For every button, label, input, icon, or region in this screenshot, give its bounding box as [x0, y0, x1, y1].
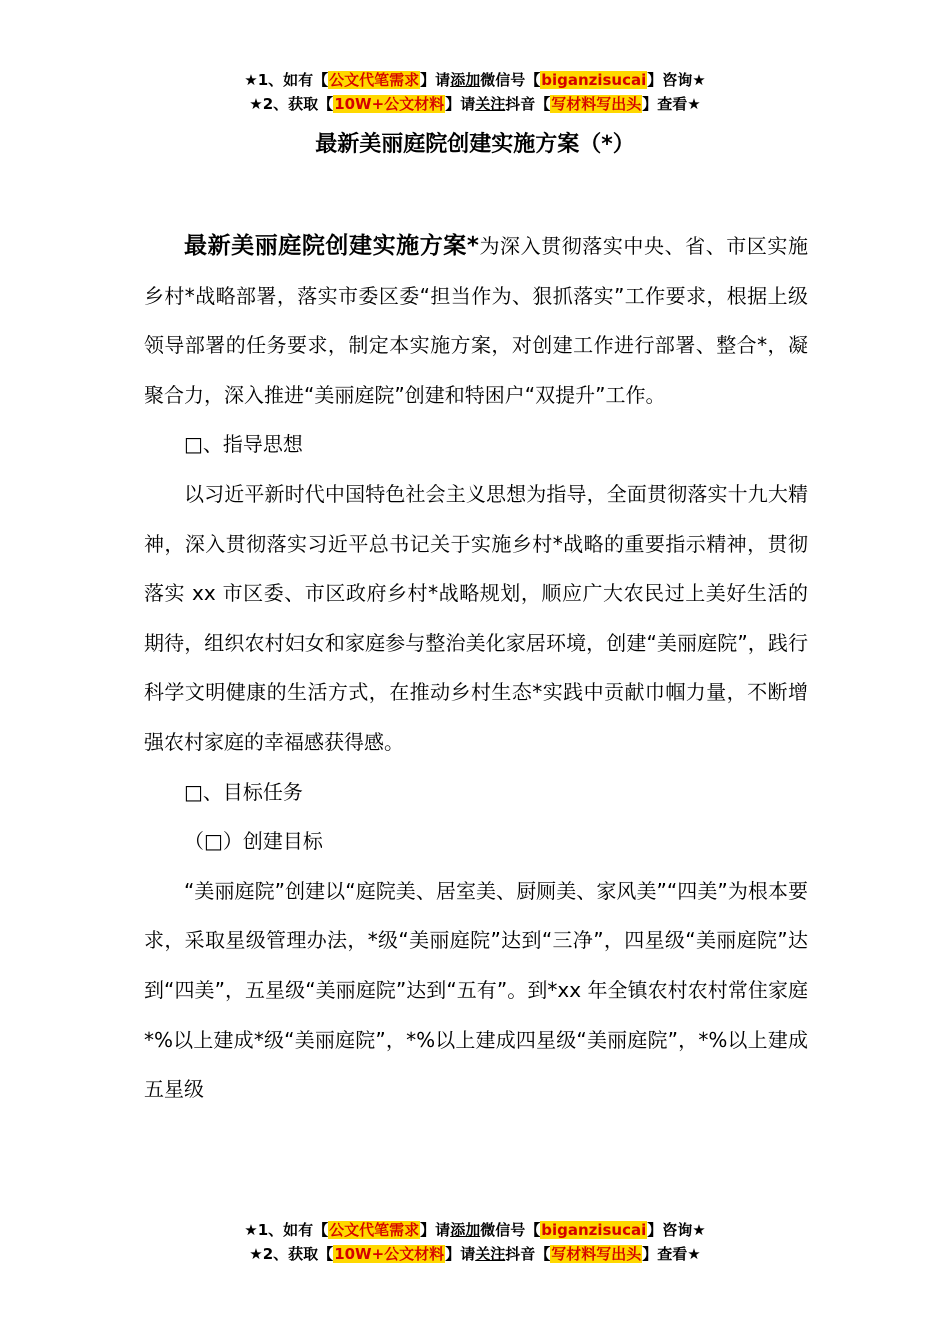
- intro-text: 为深入贯彻落实中央、省、市区实施乡村*战略部署，落实市委区委“担当作为、狠抓落实”工作要求，根据上级领导部署的任务要求，制定本实施方案，对创建工作进行部署、整合*，凝聚合力，深入推进“美丽庭院”创建和特困户“双提升”工作。: [144, 234, 808, 407]
- banner-highlight: 10W+公文材料: [334, 95, 445, 113]
- section-heading: □、目标任务: [184, 779, 303, 804]
- banner-underline: 关注: [475, 1245, 506, 1263]
- banner-highlight: 公文代笔需求: [329, 71, 420, 89]
- banner-text: ★2、获取【: [249, 95, 334, 113]
- banner-line-1: [0, 1218, 950, 1242]
- section-heading: □、指导思想: [184, 432, 303, 457]
- banner-highlight: 写材料写出头: [551, 95, 642, 113]
- banner-line-1: [0, 68, 950, 92]
- banner-line-2: [0, 92, 950, 116]
- banner-text: 】请: [445, 95, 476, 113]
- subsection-heading: （□）创建目标: [184, 829, 323, 854]
- banner-highlight: 公文代笔需求: [329, 1221, 420, 1239]
- banner-underline: 添加: [450, 71, 481, 89]
- banner-text: ★1、如有【: [244, 1221, 329, 1239]
- intro-lead: 最新美丽庭院创建实施方案*: [184, 233, 479, 259]
- bottom-banner: [0, 1218, 950, 1266]
- banner-text: 抖音【: [505, 95, 551, 113]
- body-paragraph: “美丽庭院”创建以“庭院美、居室美、厨厕美、家风美”“四美”为根本要求，采取星级管理办法，*级“美丽庭院”达到“三净”，四星级“美丽庭院”达到“四美”，五星级“美丽庭院”达到“五有”。到*xx 年全镇农村农村常住家庭*%以上建成*级“美丽庭院”，*%以上建成四星级“美丽庭院”，*%以上建成五星级: [144, 878, 808, 1102]
- top-banner: [0, 68, 950, 116]
- banner-text: ★2、获取【: [249, 1245, 334, 1263]
- document-body: [144, 222, 808, 1115]
- document-title: 最新美丽庭院创建实施方案（*）: [315, 132, 635, 157]
- banner-text: 】请: [420, 71, 451, 89]
- banner-text: 】咨询★: [647, 1221, 706, 1239]
- banner-highlight: biganzisucai: [541, 71, 647, 89]
- banner-text: 微信号【: [480, 1221, 541, 1239]
- banner-text: ★1、如有【: [244, 71, 329, 89]
- banner-text: 】查看★: [642, 95, 701, 113]
- banner-highlight: 写材料写出头: [551, 1245, 642, 1263]
- banner-text: 】请: [420, 1221, 451, 1239]
- banner-text: 微信号【: [480, 71, 541, 89]
- banner-highlight: 10W+公文材料: [334, 1245, 445, 1263]
- banner-highlight: biganzisucai: [541, 1221, 647, 1239]
- banner-line-2: [0, 1242, 950, 1266]
- banner-text: 抖音【: [505, 1245, 551, 1263]
- banner-text: 】查看★: [642, 1245, 701, 1263]
- banner-text: 】请: [445, 1245, 476, 1263]
- banner-text: 】咨询★: [647, 71, 706, 89]
- banner-underline: 添加: [450, 1221, 481, 1239]
- banner-underline: 关注: [475, 95, 506, 113]
- intro-paragraph: [144, 222, 808, 420]
- body-paragraph: 以习近平新时代中国特色社会主义思想为指导，全面贯彻落实十九大精神，深入贯彻落实习近平总书记关于实施乡村*战略的重要指示精神，贯彻落实 xx 市区委、市区政府乡村*战略规划，顺应广大农民过上美好生活的期待，组织农村妇女和家庭参与整治美化家居环境，创建“美丽庭院”，践行科学文明健康的生活方式，在推动乡村生态*实践中贡献巾帼力量，不断增强农村家庭的幸福感获得感。: [144, 481, 808, 754]
